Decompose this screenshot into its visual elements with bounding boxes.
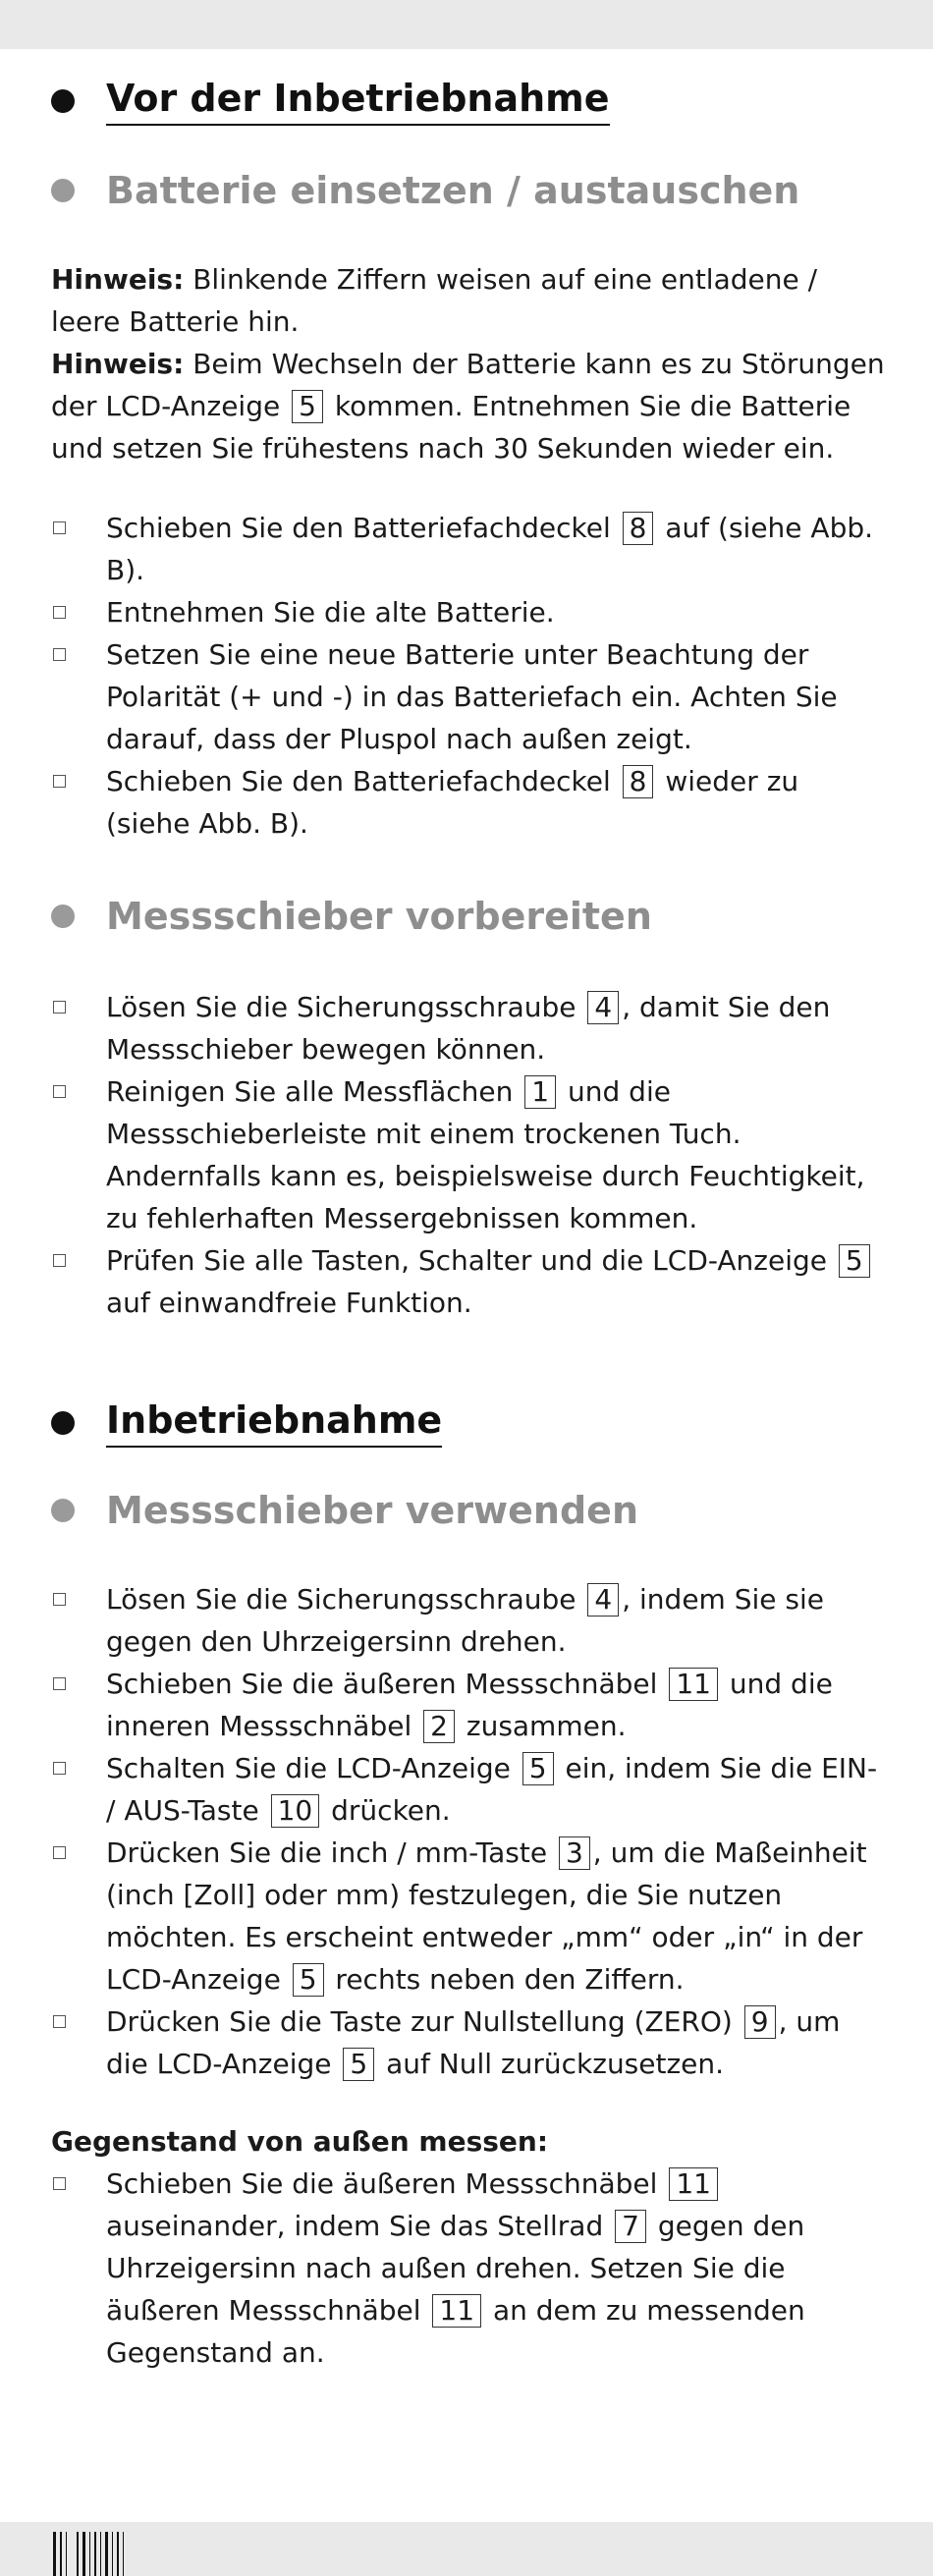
list-item [51,633,886,760]
step-text: Schieben Sie die äußeren Messschnäbel [106,2167,667,2200]
part-number-box: 7 [615,2210,646,2243]
section-heading-startup [51,1398,442,1448]
list-item [51,2163,886,2374]
step-text: Lösen Sie die Sicherungsschraube [106,1583,585,1616]
step-text: und die Messschieberleiste mit einem trockenen Tuch. Andernfalls kann es, beispielsweise durch Feuchtigkeit, zu fehlerhaften Messergebnissen kommen. [106,1075,865,1234]
step-text: , um die Maßeinheit (inch [Zoll] oder mm) festzulegen, die Sie nutzen möchten. Es erscheint entweder „mm“ oder „in“ in der LCD-Anzeige [106,1836,867,1996]
list-item [51,1663,886,1747]
bullet-dot-icon [51,904,75,928]
step-text: Reinigen Sie alle Messflächen [106,1075,522,1108]
step-text: Prüfen Sie alle Tasten, Schalter und die LCD-Anzeige [106,1244,836,1277]
note-label: Hinweis: [51,263,185,296]
step-text: auf (siehe Abb. B). [106,512,874,586]
bullet-dot-icon [51,1499,75,1522]
outside-steps-list [51,2163,886,2374]
list-item [51,1832,886,2001]
use-steps-list [51,1578,886,2085]
step-text: ein, indem Sie die EIN- / AUS-Taste [106,1752,878,1827]
step-text: Schieben Sie die äußeren Messschnäbel [106,1668,667,1700]
prepare-steps-list [51,986,886,1324]
checkbox-square-icon [53,1846,66,1859]
part-number-box: 11 [432,2294,481,2328]
checkbox-square-icon [53,521,66,534]
outside-measure-heading: Gegenstand von außen messen: [51,2125,549,2158]
subheading-text: Batterie einsetzen / austauschen [106,169,800,212]
list-item [51,2001,886,2085]
part-number-box: 8 [623,765,654,798]
step-text: zusammen. [457,1710,627,1742]
list-item [51,1747,886,1832]
step-text: , damit Sie den Messschieber bewegen können. [106,991,831,1066]
note-text: Beim Wechseln der Batterie kann es zu Störungen der LCD-Anzeige [51,348,885,422]
bullet-dot-icon [51,1411,75,1435]
step-text: wieder zu (siehe Abb. B). [106,765,799,840]
part-number-box: 3 [559,1836,590,1870]
list-item [51,1070,886,1239]
list-item [51,760,886,845]
part-number-box: 11 [669,1668,718,1701]
part-number-box: 5 [839,1244,870,1278]
step-text: Schalten Sie die LCD-Anzeige [106,1752,520,1784]
section-heading-before-use [51,77,610,126]
checkbox-square-icon [53,775,66,788]
part-number-box: 5 [343,2048,374,2081]
part-number-box: 2 [423,1710,455,1743]
battery-steps-list [51,507,886,845]
part-number-box: 4 [587,991,619,1024]
note-label: Hinweis: [51,348,185,380]
checkbox-square-icon [53,1001,66,1014]
heading-text: Vor der Inbetriebnahme [106,77,610,126]
step-text: auseinander, indem Sie das Stellrad [106,2210,613,2242]
step-text: auf Null zurückzusetzen. [377,2048,725,2080]
heading-text: Inbetriebnahme [106,1398,442,1448]
step-text: rechts neben den Ziffern. [326,1963,685,1996]
part-number-box: 4 [587,1583,619,1617]
checkbox-square-icon [53,1254,66,1267]
list-item [51,507,886,591]
subheading-text: Messschieber vorbereiten [106,895,652,938]
step-text: Drücken Sie die inch / mm-Taste [106,1836,556,1869]
checkbox-square-icon [53,648,66,661]
step-text: Setzen Sie eine neue Batterie unter Beachtung der Polarität (+ und -) in das Batteriefach ein. Achten Sie darauf, dass der Pluspol nach außen zeigt. [106,638,838,755]
subheading-text: Messschieber verwenden [106,1489,639,1532]
barcode-icon [53,2532,128,2576]
step-text: auf einwandfreie Funktion. [106,1287,472,1319]
checkbox-square-icon [53,1762,66,1775]
step-text: Entnehmen Sie die alte Batterie. [106,596,555,629]
note-text: kommen. Entnehmen Sie die Batterie und setzen Sie frühestens nach 30 Sekunden wieder ein. [51,390,851,465]
step-text: gegen den Uhrzeigersinn nach außen drehen. Setzen Sie die äußeren Messschnäbel [106,2210,805,2327]
subheading-prepare [51,895,652,938]
part-number-box: 5 [293,1963,324,1997]
bullet-dot-icon [51,179,75,202]
part-number-box: 5 [292,390,323,423]
step-text: Drücken Sie die Taste zur Nullstellung (ZERO) [106,2005,741,2038]
subheading-battery [51,169,799,212]
step-text: drücken. [322,1794,451,1827]
bullet-dot-icon [51,89,75,113]
step-text: , um die LCD-Anzeige [106,2005,841,2080]
list-item [51,1578,886,1663]
step-text: Lösen Sie die Sicherungsschraube [106,991,585,1023]
checkbox-square-icon [53,2177,66,2190]
checkbox-square-icon [53,1085,66,1098]
part-number-box: 11 [669,2167,718,2201]
note-paragraph [51,258,886,469]
part-number-box: 9 [744,2005,776,2039]
step-text: an dem zu messenden Gegenstand an. [106,2294,805,2369]
top-band [0,0,933,49]
checkbox-square-icon [53,2015,66,2028]
subheading-use [51,1489,638,1532]
checkbox-square-icon [53,1677,66,1690]
bottom-band [0,2522,933,2576]
checkbox-square-icon [53,1593,66,1606]
step-text: und die inneren Messschnäbel [106,1668,833,1742]
part-number-box: 1 [524,1075,556,1109]
step-text: Schieben Sie den Batteriefachdeckel [106,765,620,797]
part-number-box: 8 [623,512,654,545]
part-number-box: 5 [522,1752,554,1785]
step-text: Schieben Sie den Batteriefachdeckel [106,512,620,544]
checkbox-square-icon [53,606,66,619]
list-item [51,1239,886,1324]
step-text: , indem Sie sie gegen den Uhrzeigersinn drehen. [106,1583,824,1658]
list-item [51,591,886,633]
part-number-box: 10 [271,1794,320,1828]
note-text: Blinkende Ziffern weisen auf eine entladene / leere Batterie hin. [51,263,818,338]
list-item [51,986,886,1070]
